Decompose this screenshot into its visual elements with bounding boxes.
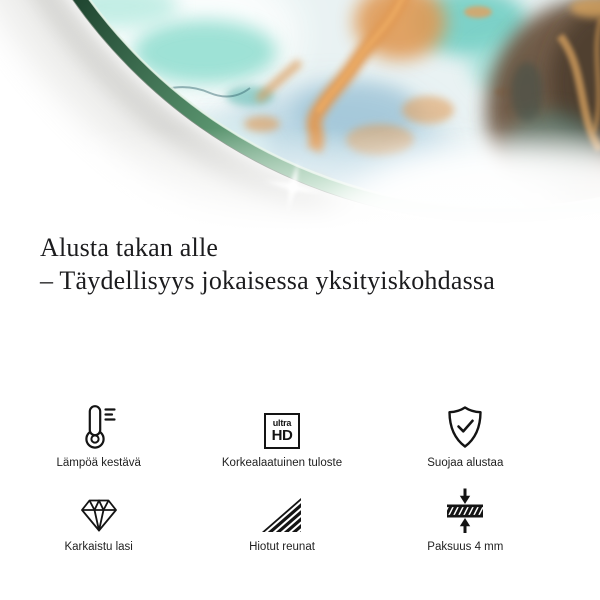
feature-label: Suojaa alustaa [427,457,504,469]
feature-label: Paksuus 4 mm [427,541,504,553]
feature-heat-resistant [7,402,190,470]
ultra-hd-icon [264,402,300,450]
feature-label: Hiotut reunat [249,541,315,553]
shield-check-icon [443,402,487,450]
diamond-icon [77,486,121,534]
feature-label: Korkealaatuinen tuloste [221,457,343,469]
feature-thickness [374,486,557,554]
feature-polished-edges [190,486,373,554]
page-title [40,231,588,297]
title-line-1: Alusta takan alle [40,233,219,262]
thermometer-icon [78,402,120,450]
ultra-hd-text-bottom: HD [271,427,293,444]
product-photo-svg [0,0,600,260]
title-line-2: – Täydellisyys jokaisessa yksityiskohdassa [40,266,495,295]
product-photo [0,0,600,260]
feature-protects-surface [374,402,557,470]
ultra-hd-text-top: ultra [272,418,292,428]
feature-label: Lämpöä kestävä [56,457,141,469]
polished-edges-icon [260,486,304,534]
feature-tempered-glass [7,486,190,554]
feature-print-quality [190,402,373,470]
features-grid [7,402,557,554]
feature-label: Karkaistu lasi [64,541,133,553]
thickness-icon [443,486,487,534]
